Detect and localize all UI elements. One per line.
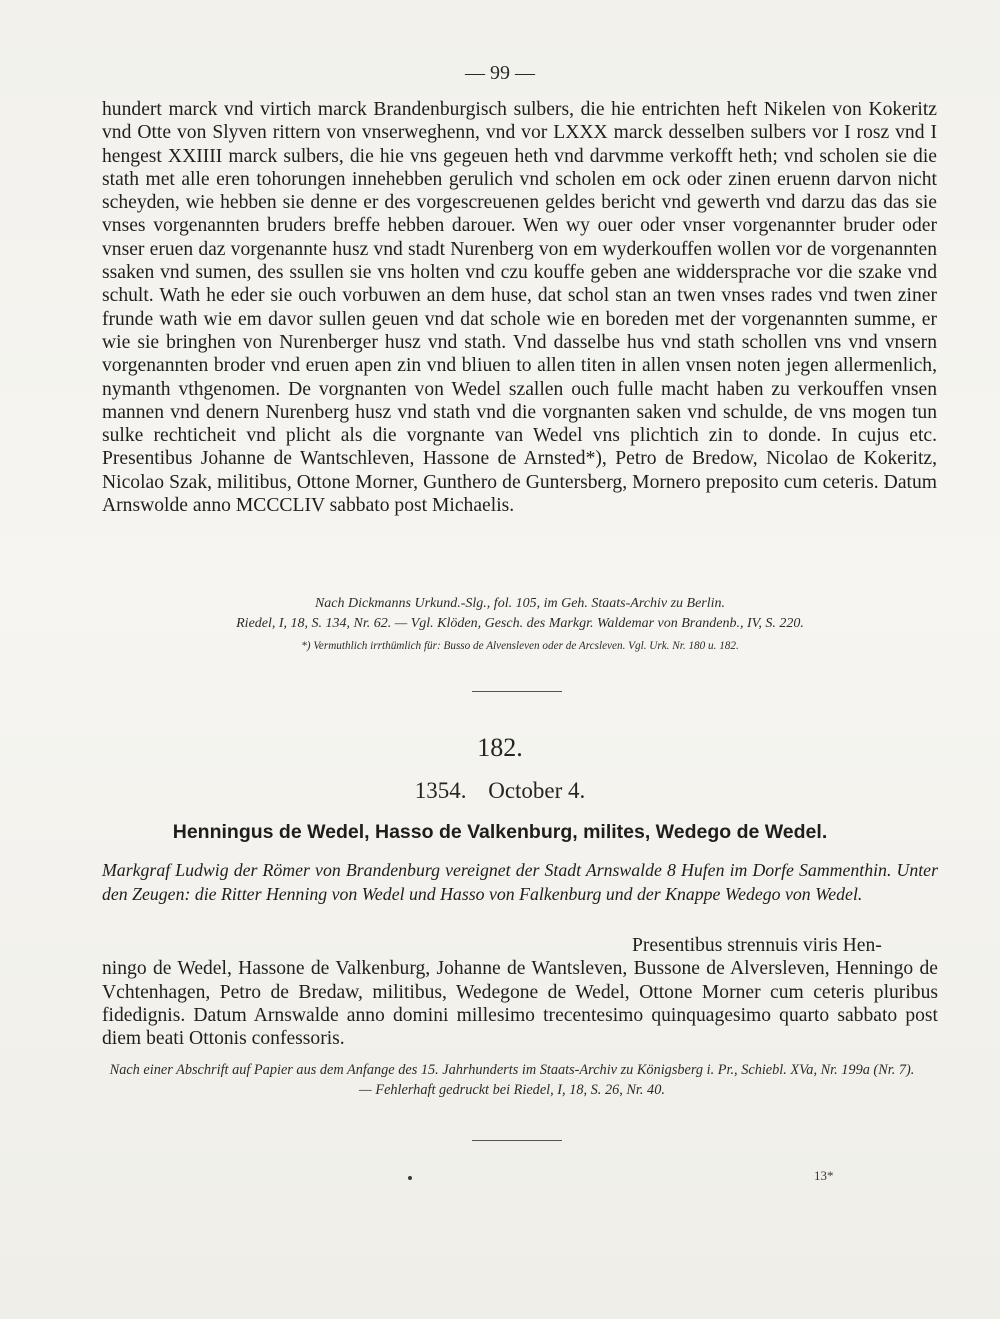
body-paragraph: hundert marck vnd virtich marck Brandenburgisch sulbers, die hie entrichten heft Nikelen von Kokeritz vnd Otte von Slyven rittern von vnserweghenn, vnd vor LXXX marck desselben sulbers vor I rosz vnd I hengest XXIIII marck sulbers, die hie vns gegeuen heth vnd darvmme verkofft heth; vnd scholen sie die stath met alle eren tohorungen innehebben gerulich vnd scholen em ock oder zinen eruenn darvon nicht scheyden, wie hebben sie denne er des vorgescreuenen geldes bericht vnd gewerth vnd darzu das das sie vnses vorgenannten bruders breffe hebben darouer. Wen wy ouer oder vnser vorgenannter bruder oder vnser eruen daz vorgenannte husz vnd stadt Nurenberg von em wyderkouffen wollen vor de vorgenannten ssaken vnd sumen, des ssullen sie vns holten vnd czu kouffe geben ane widdersprache vor die szake vnd schult. Wath he eder sie ouch vorbuwen an dem huse, dat schol stan an twen vnses rades vnd twen ziner frunde wath wie em davor sullen geuen vnd dat schole wie en boreden met der vorgenannten summe, er wie sie bringhen von Nurenberger husz vnd stath. Vnd dasselbe hus vnd stath schollen vns vnd vnsern vorgenannten broder vnd eruen apen zin vnd bliuen to allen titen in allen vnsen noten jegen allermenlich, nymanth vthgenomen. De vorgnanten von Wedel szallen ouch fulle macht haben zu verkouffen vnsen mannen vnd denern Nurenberg husz vnd stath vnd die vorgnanten saken vnd schulde, de vns mogen tun sulke rechticheit vnd plicht als die vorgnante van Wedel vns plichtich zin to donde. In cujus etc. Presentibus Johanne de Wantschleven, Hassone de Arnsted*), Petro de Bredow, Nicolao de Kokeritz, Nicolao Szak, militibus, Ottone Morner, Gunthero de Guntersberg, Mornero preposito cum ceteris. Datum Arnswolde anno MCCCLIV sabbato post Michaelis. [102,99,937,517]
charter-body: ningo de Wedel, Hassone de Valkenburg, Johanne de Wantsleven, Bussone de Alversleven, Henningo de Vchtenhagen, Petro de Bredaw, militibus, Wedegone de Wedel, Ottone Morner cum ceteris pluribus fidedignis. Datum Arnswalde anno domini millesimo trecentesimo quinquagesimo quarto sabbato post diem beati Ottonis confessoris. [102,958,938,1050]
document-summary: Markgraf Ludwig der Römer von Brandenburg vereignet der Stadt Arnswalde 8 Hufen im Dorfe Sammenthin. Unter den Zeugen: die Ritter Henning von Wedel und Hasso von Falkenburg und der Knappe Wedego von Wedel. [102,860,938,904]
section-divider [472,691,562,692]
date-day: October 4. [488,778,586,803]
charter-text [102,934,938,1050]
bottom-divider [472,1140,562,1141]
document-date [0,778,1000,804]
date-year: 1354. [414,778,467,803]
source-citation-1: Nach Dickmanns Urkund.-Slg., fol. 105, im Geh. Staats-Archiv zu Berlin. [314,596,726,611]
signature-mark: 13* [814,1168,834,1183]
footnote: *) Vermuthlich irrthümlich für: Busso de Alvensleven oder de Arcsleven. Vgl. Urk. Nr. 180 u. 182. [301,640,739,652]
ink-dot [408,1176,412,1180]
source-citation-3: Nach einer Abschrift auf Papier aus dem Anfange des 15. Jahrhunderts im Staats-Archiv zu Königsberg i. Pr., Schiebl. XVa, Nr. 199a (Nr. 7). — Fehlerhaft gedruckt bei Riedel, I, 18, S. 26, Nr. 40. [109,1062,915,1098]
document-heading: Henningus de Wedel, Hasso de Valkenburg, milites, Wedego de Wedel. [172,821,828,843]
page-number: — 99 — [465,62,535,84]
source-citation-2: Riedel, I, 18, S. 134, Nr. 62. — Vgl. Klöden, Gesch. des Markgr. Waldemar von Brandenb., IV, S. 220. [236,616,804,631]
charter-first-line: Presentibus strennuis viris Hen- [632,935,882,956]
document-number: 182. [477,733,523,762]
